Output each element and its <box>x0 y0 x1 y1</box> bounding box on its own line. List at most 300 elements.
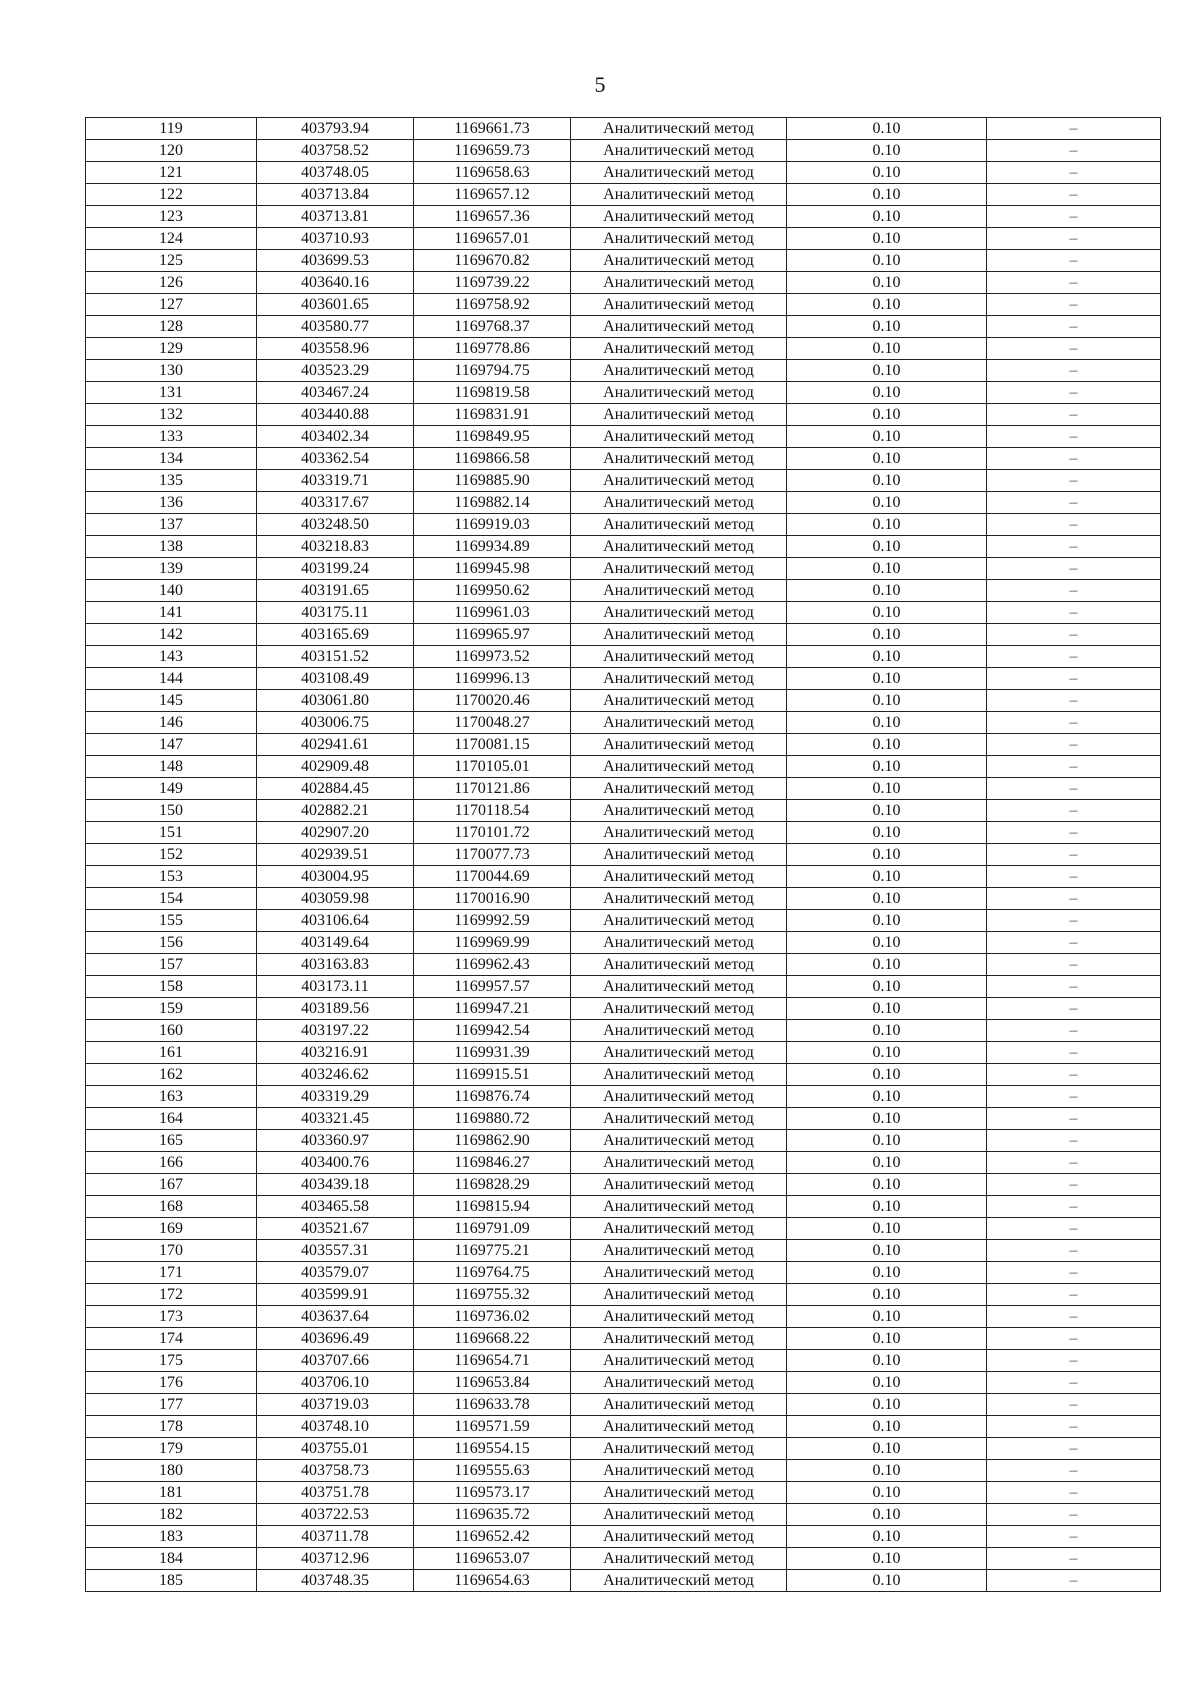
x-coordinate-cell: 403173.11 <box>257 976 414 998</box>
note-cell: – <box>987 1526 1161 1548</box>
method-cell: Аналитический метод <box>571 1394 787 1416</box>
method-cell: Аналитический метод <box>571 976 787 998</box>
point-number-cell: 124 <box>86 228 257 250</box>
table-row <box>86 1372 1161 1394</box>
point-number-cell: 185 <box>86 1570 257 1592</box>
table-row <box>86 1064 1161 1086</box>
note-cell: – <box>987 690 1161 712</box>
x-coordinate-cell: 403189.56 <box>257 998 414 1020</box>
x-coordinate-cell: 403317.67 <box>257 492 414 514</box>
point-number-cell: 155 <box>86 910 257 932</box>
note-cell: – <box>987 1394 1161 1416</box>
point-number-cell: 154 <box>86 888 257 910</box>
table-row <box>86 294 1161 316</box>
x-coordinate-cell: 403218.83 <box>257 536 414 558</box>
note-cell: – <box>987 910 1161 932</box>
method-cell: Аналитический метод <box>571 1548 787 1570</box>
y-coordinate-cell: 1169969.99 <box>414 932 571 954</box>
point-number-cell: 179 <box>86 1438 257 1460</box>
y-coordinate-cell: 1169866.58 <box>414 448 571 470</box>
method-cell: Аналитический метод <box>571 1218 787 1240</box>
note-cell: – <box>987 1504 1161 1526</box>
table-row <box>86 954 1161 976</box>
method-cell: Аналитический метод <box>571 844 787 866</box>
accuracy-cell: 0.10 <box>787 1306 987 1328</box>
x-coordinate-cell: 403580.77 <box>257 316 414 338</box>
x-coordinate-cell: 403106.64 <box>257 910 414 932</box>
y-coordinate-cell: 1169661.73 <box>414 118 571 140</box>
method-cell: Аналитический метод <box>571 910 787 932</box>
accuracy-cell: 0.10 <box>787 1130 987 1152</box>
point-number-cell: 172 <box>86 1284 257 1306</box>
note-cell: – <box>987 184 1161 206</box>
y-coordinate-cell: 1170118.54 <box>414 800 571 822</box>
note-cell: – <box>987 360 1161 382</box>
table-row <box>86 536 1161 558</box>
accuracy-cell: 0.10 <box>787 932 987 954</box>
note-cell: – <box>987 558 1161 580</box>
point-number-cell: 122 <box>86 184 257 206</box>
point-number-cell: 158 <box>86 976 257 998</box>
point-number-cell: 183 <box>86 1526 257 1548</box>
y-coordinate-cell: 1170077.73 <box>414 844 571 866</box>
point-number-cell: 152 <box>86 844 257 866</box>
method-cell: Аналитический метод <box>571 228 787 250</box>
method-cell: Аналитический метод <box>571 1328 787 1350</box>
page-number: 5 <box>594 72 606 97</box>
accuracy-cell: 0.10 <box>787 778 987 800</box>
x-coordinate-cell: 403246.62 <box>257 1064 414 1086</box>
y-coordinate-cell: 1169652.42 <box>414 1526 571 1548</box>
accuracy-cell: 0.10 <box>787 1086 987 1108</box>
method-cell: Аналитический метод <box>571 514 787 536</box>
point-number-cell: 181 <box>86 1482 257 1504</box>
note-cell: – <box>987 800 1161 822</box>
note-cell: – <box>987 1240 1161 1262</box>
note-cell: – <box>987 1152 1161 1174</box>
note-cell: – <box>987 1042 1161 1064</box>
note-cell: – <box>987 668 1161 690</box>
note-cell: – <box>987 228 1161 250</box>
accuracy-cell: 0.10 <box>787 492 987 514</box>
x-coordinate-cell: 402941.61 <box>257 734 414 756</box>
x-coordinate-cell: 403439.18 <box>257 1174 414 1196</box>
x-coordinate-cell: 403719.03 <box>257 1394 414 1416</box>
table-row <box>86 822 1161 844</box>
y-coordinate-cell: 1170020.46 <box>414 690 571 712</box>
table-row <box>86 206 1161 228</box>
x-coordinate-cell: 403707.66 <box>257 1350 414 1372</box>
accuracy-cell: 0.10 <box>787 580 987 602</box>
table-row <box>86 140 1161 162</box>
table-row <box>86 448 1161 470</box>
method-cell: Аналитический метод <box>571 624 787 646</box>
x-coordinate-cell: 403601.65 <box>257 294 414 316</box>
x-coordinate-cell: 403467.24 <box>257 382 414 404</box>
x-coordinate-cell: 403402.34 <box>257 426 414 448</box>
method-cell: Аналитический метод <box>571 404 787 426</box>
point-number-cell: 128 <box>86 316 257 338</box>
y-coordinate-cell: 1169653.07 <box>414 1548 571 1570</box>
y-coordinate-cell: 1169755.32 <box>414 1284 571 1306</box>
method-cell: Аналитический метод <box>571 1372 787 1394</box>
table-row <box>86 1548 1161 1570</box>
y-coordinate-cell: 1170121.86 <box>414 778 571 800</box>
method-cell: Аналитический метод <box>571 1020 787 1042</box>
table-row <box>86 558 1161 580</box>
accuracy-cell: 0.10 <box>787 1526 987 1548</box>
table-row <box>86 888 1161 910</box>
y-coordinate-cell: 1169670.82 <box>414 250 571 272</box>
point-number-cell: 134 <box>86 448 257 470</box>
point-number-cell: 167 <box>86 1174 257 1196</box>
accuracy-cell: 0.10 <box>787 1372 987 1394</box>
table-row <box>86 1350 1161 1372</box>
accuracy-cell: 0.10 <box>787 118 987 140</box>
x-coordinate-cell: 403558.96 <box>257 338 414 360</box>
note-cell: – <box>987 294 1161 316</box>
accuracy-cell: 0.10 <box>787 712 987 734</box>
x-coordinate-cell: 403216.91 <box>257 1042 414 1064</box>
y-coordinate-cell: 1169876.74 <box>414 1086 571 1108</box>
accuracy-cell: 0.10 <box>787 294 987 316</box>
method-cell: Аналитический метод <box>571 1174 787 1196</box>
y-coordinate-cell: 1169668.22 <box>414 1328 571 1350</box>
point-number-cell: 131 <box>86 382 257 404</box>
accuracy-cell: 0.10 <box>787 1394 987 1416</box>
table-row <box>86 646 1161 668</box>
method-cell: Аналитический метод <box>571 140 787 162</box>
method-cell: Аналитический метод <box>571 316 787 338</box>
y-coordinate-cell: 1169885.90 <box>414 470 571 492</box>
note-cell: – <box>987 1372 1161 1394</box>
x-coordinate-cell: 403440.88 <box>257 404 414 426</box>
note-cell: – <box>987 382 1161 404</box>
table-row <box>86 866 1161 888</box>
table-row <box>86 1218 1161 1240</box>
x-coordinate-cell: 403748.10 <box>257 1416 414 1438</box>
y-coordinate-cell: 1170081.15 <box>414 734 571 756</box>
point-number-cell: 146 <box>86 712 257 734</box>
x-coordinate-cell: 402884.45 <box>257 778 414 800</box>
note-cell: – <box>987 162 1161 184</box>
table-row <box>86 602 1161 624</box>
x-coordinate-cell: 403400.76 <box>257 1152 414 1174</box>
note-cell: – <box>987 1416 1161 1438</box>
y-coordinate-cell: 1169961.03 <box>414 602 571 624</box>
note-cell: – <box>987 646 1161 668</box>
y-coordinate-cell: 1169962.43 <box>414 954 571 976</box>
note-cell: – <box>987 998 1161 1020</box>
point-number-cell: 160 <box>86 1020 257 1042</box>
note-cell: – <box>987 1350 1161 1372</box>
note-cell: – <box>987 734 1161 756</box>
y-coordinate-cell: 1169657.36 <box>414 206 571 228</box>
table-row <box>86 712 1161 734</box>
x-coordinate-cell: 403793.94 <box>257 118 414 140</box>
note-cell: – <box>987 470 1161 492</box>
method-cell: Аналитический метод <box>571 206 787 228</box>
x-coordinate-cell: 403059.98 <box>257 888 414 910</box>
y-coordinate-cell: 1169996.13 <box>414 668 571 690</box>
method-cell: Аналитический метод <box>571 932 787 954</box>
x-coordinate-cell: 403175.11 <box>257 602 414 624</box>
table-row <box>86 1196 1161 1218</box>
y-coordinate-cell: 1169831.91 <box>414 404 571 426</box>
x-coordinate-cell: 402882.21 <box>257 800 414 822</box>
x-coordinate-cell: 403758.52 <box>257 140 414 162</box>
y-coordinate-cell: 1169846.27 <box>414 1152 571 1174</box>
method-cell: Аналитический метод <box>571 470 787 492</box>
y-coordinate-cell: 1169815.94 <box>414 1196 571 1218</box>
accuracy-cell: 0.10 <box>787 536 987 558</box>
method-cell: Аналитический метод <box>571 294 787 316</box>
method-cell: Аналитический метод <box>571 536 787 558</box>
method-cell: Аналитический метод <box>571 800 787 822</box>
x-coordinate-cell: 402909.48 <box>257 756 414 778</box>
y-coordinate-cell: 1170044.69 <box>414 866 571 888</box>
y-coordinate-cell: 1169919.03 <box>414 514 571 536</box>
x-coordinate-cell: 403248.50 <box>257 514 414 536</box>
accuracy-cell: 0.10 <box>787 338 987 360</box>
method-cell: Аналитический метод <box>571 1504 787 1526</box>
note-cell: – <box>987 272 1161 294</box>
y-coordinate-cell: 1169957.57 <box>414 976 571 998</box>
point-number-cell: 143 <box>86 646 257 668</box>
method-cell: Аналитический метод <box>571 1306 787 1328</box>
method-cell: Аналитический метод <box>571 1108 787 1130</box>
point-number-cell: 151 <box>86 822 257 844</box>
table-row <box>86 1042 1161 1064</box>
note-cell: – <box>987 250 1161 272</box>
point-number-cell: 170 <box>86 1240 257 1262</box>
point-number-cell: 150 <box>86 800 257 822</box>
y-coordinate-cell: 1170105.01 <box>414 756 571 778</box>
accuracy-cell: 0.10 <box>787 1262 987 1284</box>
point-number-cell: 175 <box>86 1350 257 1372</box>
accuracy-cell: 0.10 <box>787 404 987 426</box>
y-coordinate-cell: 1170048.27 <box>414 712 571 734</box>
table-row <box>86 976 1161 998</box>
accuracy-cell: 0.10 <box>787 756 987 778</box>
table-row <box>86 1130 1161 1152</box>
x-coordinate-cell: 403706.10 <box>257 1372 414 1394</box>
x-coordinate-cell: 403713.84 <box>257 184 414 206</box>
y-coordinate-cell: 1169794.75 <box>414 360 571 382</box>
accuracy-cell: 0.10 <box>787 1570 987 1592</box>
y-coordinate-cell: 1169882.14 <box>414 492 571 514</box>
note-cell: – <box>987 602 1161 624</box>
method-cell: Аналитический метод <box>571 426 787 448</box>
accuracy-cell: 0.10 <box>787 1350 987 1372</box>
point-number-cell: 132 <box>86 404 257 426</box>
table-row <box>86 756 1161 778</box>
method-cell: Аналитический метод <box>571 1482 787 1504</box>
table-row <box>86 1526 1161 1548</box>
x-coordinate-cell: 403523.29 <box>257 360 414 382</box>
x-coordinate-cell: 403640.16 <box>257 272 414 294</box>
accuracy-cell: 0.10 <box>787 602 987 624</box>
table-row <box>86 228 1161 250</box>
point-number-cell: 184 <box>86 1548 257 1570</box>
point-number-cell: 126 <box>86 272 257 294</box>
table-row <box>86 1460 1161 1482</box>
accuracy-cell: 0.10 <box>787 206 987 228</box>
accuracy-cell: 0.10 <box>787 1064 987 1086</box>
method-cell: Аналитический метод <box>571 162 787 184</box>
table-row <box>86 800 1161 822</box>
method-cell: Аналитический метод <box>571 492 787 514</box>
table-row <box>86 690 1161 712</box>
x-coordinate-cell: 403710.93 <box>257 228 414 250</box>
y-coordinate-cell: 1169828.29 <box>414 1174 571 1196</box>
table-row <box>86 1416 1161 1438</box>
accuracy-cell: 0.10 <box>787 1284 987 1306</box>
note-cell: – <box>987 206 1161 228</box>
accuracy-cell: 0.10 <box>787 1152 987 1174</box>
point-number-cell: 171 <box>86 1262 257 1284</box>
point-number-cell: 159 <box>86 998 257 1020</box>
note-cell: – <box>987 888 1161 910</box>
point-number-cell: 119 <box>86 118 257 140</box>
accuracy-cell: 0.10 <box>787 1504 987 1526</box>
method-cell: Аналитический метод <box>571 778 787 800</box>
y-coordinate-cell: 1169654.71 <box>414 1350 571 1372</box>
point-number-cell: 138 <box>86 536 257 558</box>
point-number-cell: 120 <box>86 140 257 162</box>
method-cell: Аналитический метод <box>571 998 787 1020</box>
y-coordinate-cell: 1169915.51 <box>414 1064 571 1086</box>
point-number-cell: 136 <box>86 492 257 514</box>
table-row <box>86 470 1161 492</box>
accuracy-cell: 0.10 <box>787 140 987 162</box>
accuracy-cell: 0.10 <box>787 272 987 294</box>
note-cell: – <box>987 822 1161 844</box>
accuracy-cell: 0.10 <box>787 162 987 184</box>
accuracy-cell: 0.10 <box>787 184 987 206</box>
table-row <box>86 1240 1161 1262</box>
note-cell: – <box>987 1548 1161 1570</box>
table-row <box>86 734 1161 756</box>
x-coordinate-cell: 403748.35 <box>257 1570 414 1592</box>
method-cell: Аналитический метод <box>571 580 787 602</box>
accuracy-cell: 0.10 <box>787 646 987 668</box>
table-row <box>86 1108 1161 1130</box>
x-coordinate-cell: 403006.75 <box>257 712 414 734</box>
table-row <box>86 1306 1161 1328</box>
point-number-cell: 180 <box>86 1460 257 1482</box>
y-coordinate-cell: 1169791.09 <box>414 1218 571 1240</box>
method-cell: Аналитический метод <box>571 954 787 976</box>
note-cell: – <box>987 1328 1161 1350</box>
accuracy-cell: 0.10 <box>787 888 987 910</box>
y-coordinate-cell: 1169992.59 <box>414 910 571 932</box>
point-number-cell: 178 <box>86 1416 257 1438</box>
note-cell: – <box>987 954 1161 976</box>
accuracy-cell: 0.10 <box>787 690 987 712</box>
note-cell: – <box>987 624 1161 646</box>
accuracy-cell: 0.10 <box>787 910 987 932</box>
table-row <box>86 844 1161 866</box>
y-coordinate-cell: 1169947.21 <box>414 998 571 1020</box>
table-row <box>86 404 1161 426</box>
x-coordinate-cell: 403751.78 <box>257 1482 414 1504</box>
x-coordinate-cell: 403699.53 <box>257 250 414 272</box>
point-number-cell: 161 <box>86 1042 257 1064</box>
table-row <box>86 1086 1161 1108</box>
point-number-cell: 125 <box>86 250 257 272</box>
note-cell: – <box>987 932 1161 954</box>
point-number-cell: 135 <box>86 470 257 492</box>
x-coordinate-cell: 403722.53 <box>257 1504 414 1526</box>
y-coordinate-cell: 1169573.17 <box>414 1482 571 1504</box>
point-number-cell: 123 <box>86 206 257 228</box>
method-cell: Аналитический метод <box>571 1196 787 1218</box>
method-cell: Аналитический метод <box>571 690 787 712</box>
x-coordinate-cell: 403713.81 <box>257 206 414 228</box>
table-row <box>86 624 1161 646</box>
accuracy-cell: 0.10 <box>787 1548 987 1570</box>
table-row <box>86 1328 1161 1350</box>
y-coordinate-cell: 1169554.15 <box>414 1438 571 1460</box>
method-cell: Аналитический метод <box>571 822 787 844</box>
x-coordinate-cell: 403465.58 <box>257 1196 414 1218</box>
y-coordinate-cell: 1169942.54 <box>414 1020 571 1042</box>
table-row <box>86 1482 1161 1504</box>
y-coordinate-cell: 1169555.63 <box>414 1460 571 1482</box>
method-cell: Аналитический метод <box>571 1042 787 1064</box>
point-number-cell: 162 <box>86 1064 257 1086</box>
accuracy-cell: 0.10 <box>787 558 987 580</box>
table-row <box>86 316 1161 338</box>
point-number-cell: 147 <box>86 734 257 756</box>
accuracy-cell: 0.10 <box>787 250 987 272</box>
y-coordinate-cell: 1169739.22 <box>414 272 571 294</box>
y-coordinate-cell: 1169635.72 <box>414 1504 571 1526</box>
x-coordinate-cell: 403149.64 <box>257 932 414 954</box>
method-cell: Аналитический метод <box>571 866 787 888</box>
accuracy-cell: 0.10 <box>787 954 987 976</box>
x-coordinate-cell: 403199.24 <box>257 558 414 580</box>
note-cell: – <box>987 1570 1161 1592</box>
accuracy-cell: 0.10 <box>787 844 987 866</box>
y-coordinate-cell: 1169657.12 <box>414 184 571 206</box>
note-cell: – <box>987 778 1161 800</box>
y-coordinate-cell: 1169658.63 <box>414 162 571 184</box>
method-cell: Аналитический метод <box>571 668 787 690</box>
table-row <box>86 998 1161 1020</box>
y-coordinate-cell: 1169633.78 <box>414 1394 571 1416</box>
coordinates-table-body <box>86 118 1161 1592</box>
y-coordinate-cell: 1169880.72 <box>414 1108 571 1130</box>
y-coordinate-cell: 1170101.72 <box>414 822 571 844</box>
method-cell: Аналитический метод <box>571 1460 787 1482</box>
point-number-cell: 166 <box>86 1152 257 1174</box>
table-row <box>86 250 1161 272</box>
accuracy-cell: 0.10 <box>787 1460 987 1482</box>
accuracy-cell: 0.10 <box>787 470 987 492</box>
y-coordinate-cell: 1170016.90 <box>414 888 571 910</box>
accuracy-cell: 0.10 <box>787 316 987 338</box>
x-coordinate-cell: 403521.67 <box>257 1218 414 1240</box>
point-number-cell: 157 <box>86 954 257 976</box>
table-row <box>86 272 1161 294</box>
y-coordinate-cell: 1169778.86 <box>414 338 571 360</box>
x-coordinate-cell: 402939.51 <box>257 844 414 866</box>
point-number-cell: 173 <box>86 1306 257 1328</box>
table-row <box>86 1174 1161 1196</box>
x-coordinate-cell: 403579.07 <box>257 1262 414 1284</box>
